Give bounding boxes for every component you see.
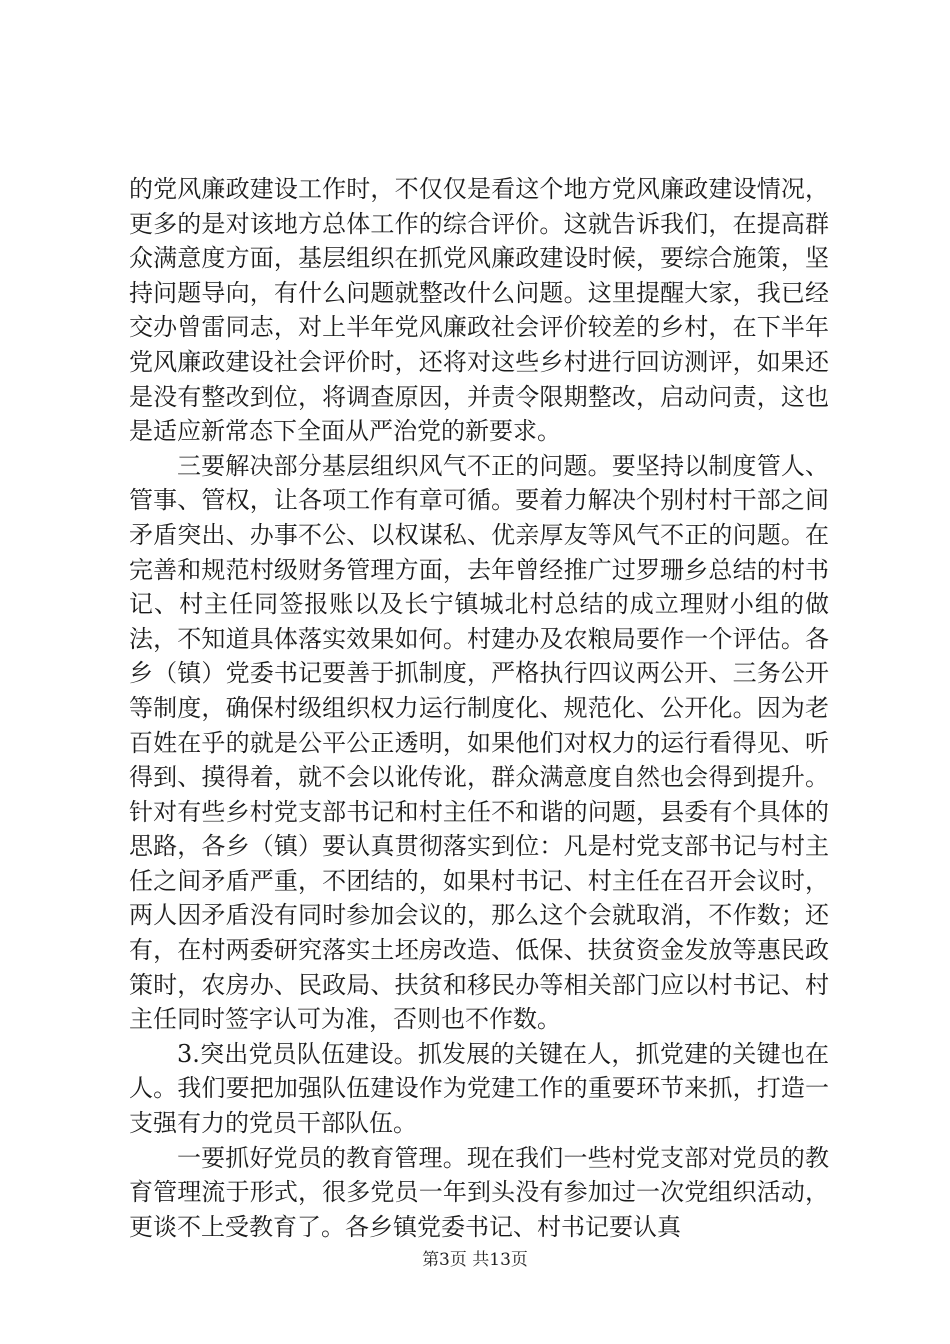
paragraph-1: 的党风廉政建设工作时，不仅仅是看这个地方党风廉政建设情况，更多的是对该地方总体工作的综合评价。这就告诉我们，在提高群众满意度方面，基层组织在抓党风廉政建设时候，要综合施策，坚持问题导向，有什么问题就整改什么问题。这里提醒大家，我已经交办曾雷同志，对上半年党风廉政社会评价较差的乡村，在下半年党风廉政建设社会评价时，还将对这些乡村进行回访测评，如果还是没有整改到位，将调查原因，并责令限期整改，启动问责，这也是适应新常态下全面从严治党的新要求。 [129, 175, 829, 446]
page-footer: 第3页 共13页 [422, 1250, 528, 1270]
paragraph-2: 三要解决部分基层组织风气不正的问题。要坚持以制度管人、管事、管权，让各项工作有章可循。要着力解决个别村村干部之间矛盾突出、办事不公、以权谋私、优亲厚友等风气不正的问题。在完善和规范村级财务管理方面，去年曾经推广过罗珊乡总结的村书记、村主任同签报账以及长宁镇城北村总结的成立理财小组的做法，不知道具体落实效果如何。村建办及农粮局要作一个评估。各乡（镇）党委书记要善于抓制度，严格执行四议两公开、三务公开等制度，确保村级组织权力运行制度化、规范化、公开化。因为老百姓在乎的就是公平公正透明，如果他们对权力的运行看得见、听得到、摸得着，就不会以讹传讹，群众满意度自然也会得到提升。针对有些乡村党支部书记和村主任不和谐的问题，县委有个具体的思路，各乡（镇）要认真贯彻落实到位：凡是村党支部书记与村主任之间矛盾严重，不团结的，如果村书记、村主任在召开会议时，两人因矛盾没有同时参加会议的，那么这个会就取消，不作数；还有，在村两委研究落实土坯房改造、低保、扶贫资金发放等惠民政策时，农房办、民政局、扶贫和移民办等相关部门应以村书记、村主任同时签字认可为准，否则也不作数。 [129, 451, 829, 1034]
paragraph-4: 一要抓好党员的教育管理。现在我们一些村党支部对党员的教育管理流于形式，很多党员一年到头没有参加过一次党组织活动，更谈不上受教育了。各乡镇党委书记、村书记要认真 [129, 1143, 829, 1241]
paragraph-3: 3.突出党员队伍建设。抓发展的关键在人，抓党建的关键也在人。我们要把加强队伍建设作为党建工作的重要环节来抓，打造一支强有力的党员干部队伍。 [129, 1039, 829, 1138]
document-body [129, 172, 829, 1244]
